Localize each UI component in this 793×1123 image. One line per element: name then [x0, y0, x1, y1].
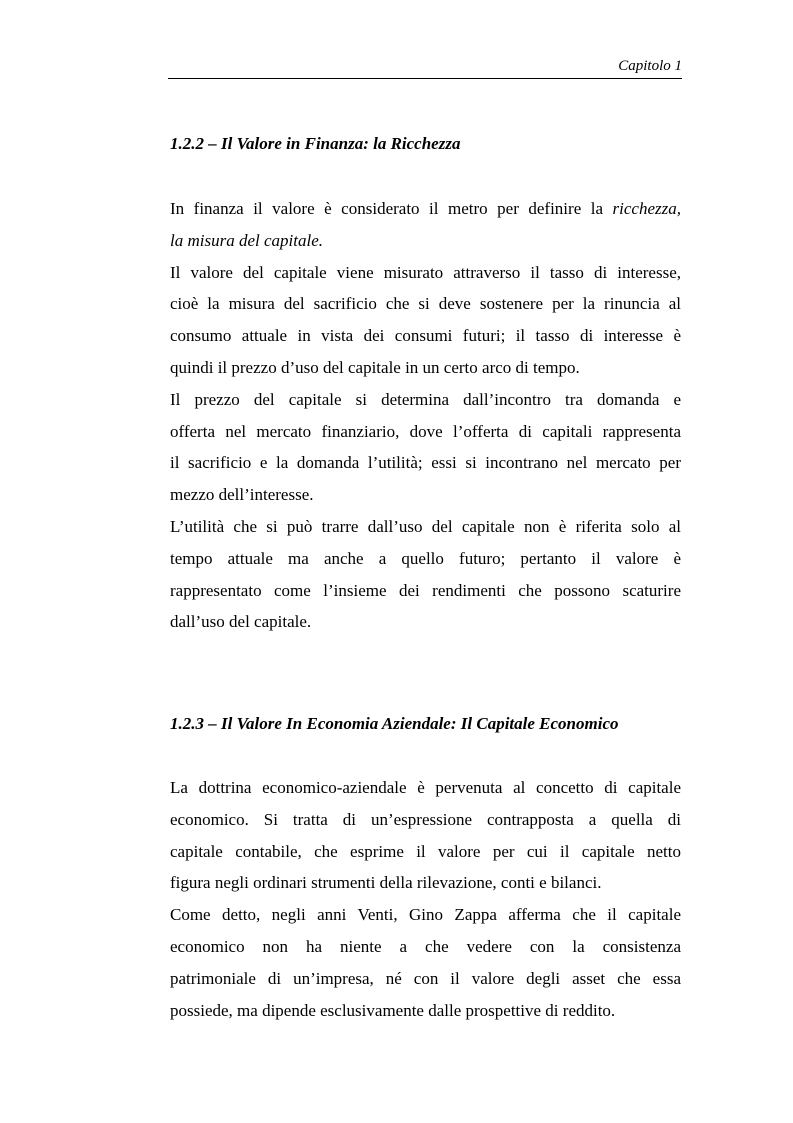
line-text: Come detto, negli anni Venti, Gino Zappa afferma che il capitale — [170, 905, 681, 925]
paragraph-line — [170, 549, 681, 569]
line-text: quindi il prezzo d’uso del capitale in un certo arco di tempo. — [170, 358, 580, 377]
paragraph-line — [170, 810, 681, 830]
paragraph-line — [170, 969, 681, 989]
paragraph-line — [170, 581, 681, 601]
paragraph-line — [170, 231, 681, 251]
paragraph-line — [170, 294, 681, 314]
paragraph-line — [170, 612, 681, 632]
line-text: dall’uso del capitale. — [170, 612, 312, 632]
line-text: In finanza il valore è considerato il metro per definire la — [170, 199, 613, 218]
paragraph-line — [170, 873, 681, 893]
line-text: tempo attuale ma anche a quello futuro; pertanto il valore è — [170, 548, 681, 568]
paragraph-line — [170, 326, 681, 346]
paragraph-line — [170, 517, 681, 537]
paragraph-line — [170, 778, 681, 798]
paragraph-line — [170, 937, 681, 957]
paragraph-line — [170, 905, 681, 925]
line-text: consumo attuale in vista dei consumi futuri; il tasso di interesse è — [170, 326, 681, 346]
line-text: mezzo dell’interesse. — [170, 485, 314, 505]
line-text: rappresentato come l’insieme dei rendimenti che possono scaturire — [170, 580, 681, 600]
page-header — [168, 56, 682, 79]
line-text-italic: ricchezza, — [612, 199, 681, 218]
paragraph-line — [170, 199, 681, 219]
paragraph-line — [170, 1001, 681, 1021]
line-text: capitale contabile, che esprime il valore per cui il capitale netto — [170, 841, 681, 861]
line-text: il sacrificio e la domanda l’utilità; essi si incontrano nel mercato per — [170, 453, 681, 473]
line-text: economico. Si tratta di un’espressione contrapposta a quella di — [170, 809, 681, 829]
line-text: patrimoniale di un’impresa, né con il valore degli asset che essa — [170, 968, 681, 988]
chapter-label: Capitolo 1 — [618, 58, 682, 74]
line-text: L’utilità che si può trarre dall’uso del capitale non è riferita solo al — [170, 517, 681, 536]
paragraph-line — [170, 263, 681, 283]
line-text: possiede, ma dipende esclusivamente dalle prospettive di reddito. — [170, 1000, 616, 1020]
paragraph-line — [170, 842, 681, 862]
line-text: economico non ha niente a che vedere con la consistenza — [170, 937, 681, 956]
section-heading-1-2-2: 1.2.2 – Il Valore in Finanza: la Ricchezza — [170, 134, 461, 153]
paragraph-line — [170, 358, 681, 378]
paragraph-line — [170, 422, 681, 442]
paragraph-line — [170, 390, 681, 410]
line-text: La dottrina economico-aziendale è pervenuta al concetto di capitale — [170, 778, 681, 797]
paragraph-line — [170, 485, 681, 505]
line-text-italic: la misura del capitale. — [170, 230, 323, 250]
section-heading-1-2-3: 1.2.3 – Il Valore In Economia Aziendale: Il Capitale Economico — [170, 714, 619, 733]
paragraph-line — [170, 453, 681, 473]
line-text: cioè la misura del sacrificio che si deve sostenere per la rinuncia al — [170, 294, 681, 314]
line-text: offerta nel mercato finanziario, dove l’offerta di capitali rappresenta — [170, 421, 681, 441]
line-text: figura negli ordinari strumenti della rilevazione, conti e bilanci. — [170, 873, 602, 893]
line-text: Il valore del capitale viene misurato attraverso il tasso di interesse, — [170, 262, 681, 282]
line-text: Il prezzo del capitale si determina dall’incontro tra domanda e — [170, 389, 681, 409]
